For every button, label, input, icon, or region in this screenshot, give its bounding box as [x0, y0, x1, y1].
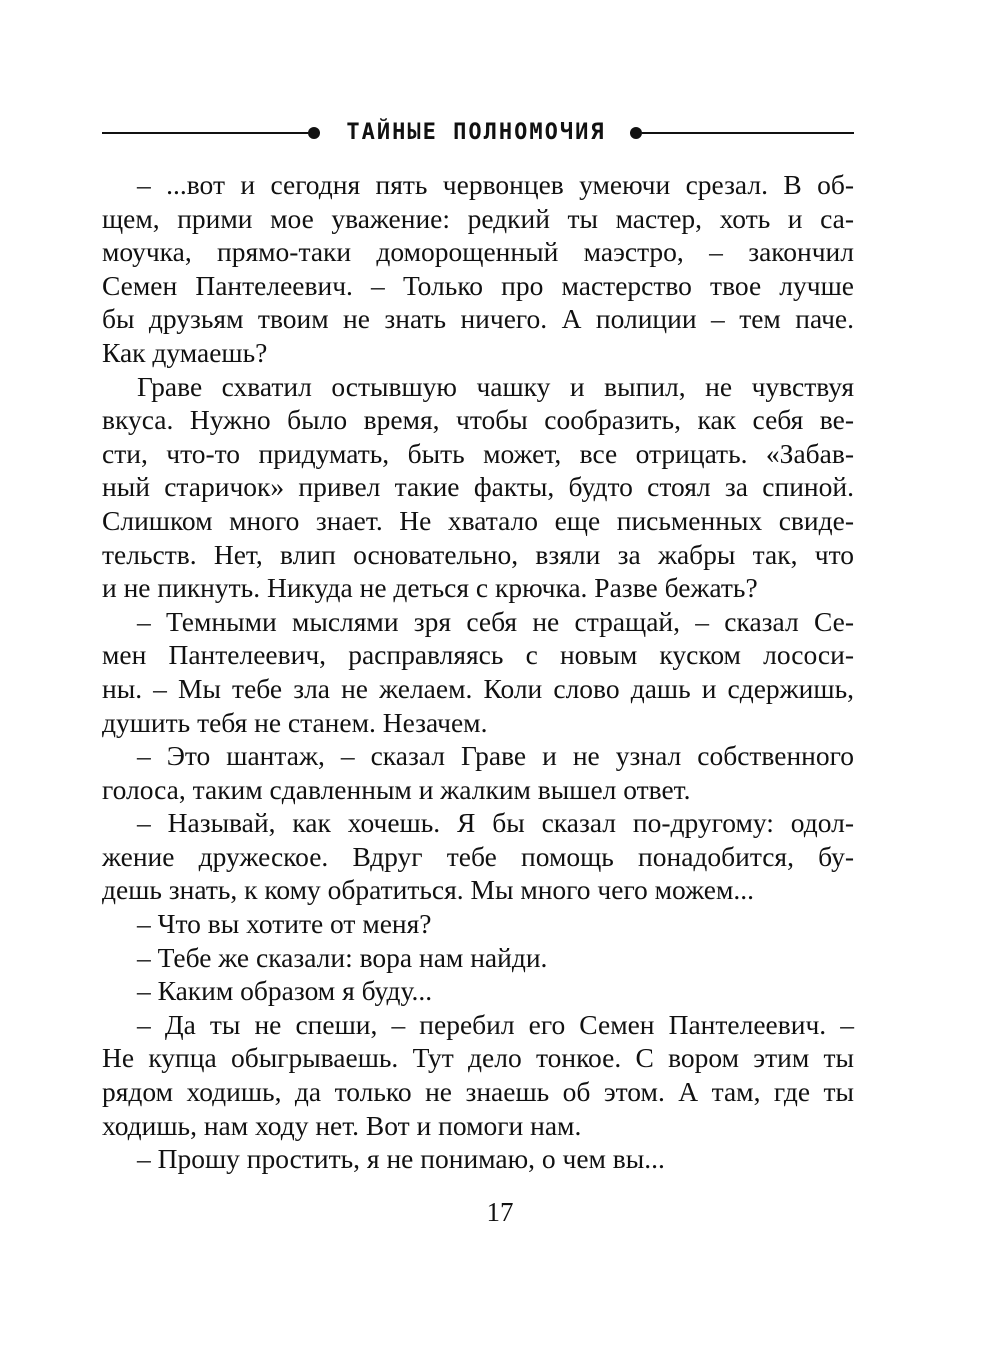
text-line: – Темными мыслями зря себя не стращай, – сказал Се-	[137, 605, 854, 637]
text-line: щем, прими мое уважение: редкий ты мастер, хоть и са-	[102, 202, 854, 234]
text-line: душить тебя не станем. Незачем.	[102, 706, 488, 738]
text-line: – Да ты не спеши, – перебил его Семен Пантелеевич. –	[137, 1008, 854, 1040]
text-line: Семен Пантелеевич. – Только про мастерство твое лучше	[102, 269, 854, 301]
running-header-title: ТАЙНЫЕ ПОЛНОМОЧИЯ	[346, 120, 606, 145]
text-line: и не пикнуть. Никуда не деться с крючка. Разве бежать?	[102, 572, 758, 604]
body-text	[102, 168, 854, 1176]
text-line: – Что вы хотите от меня?	[137, 908, 432, 940]
text-line: ны. – Мы тебе зла не желаем. Коли слово дашь и сдержишь,	[102, 672, 854, 704]
text-line: рядом ходишь, да только не знаешь об этом. А там, где ты	[102, 1076, 854, 1108]
text-line: Не купца обыгрываешь. Тут дело тонкое. С вором этим ты	[102, 1042, 854, 1074]
text-line: – Прошу простить, я не понимаю, о чем вы...	[137, 1143, 665, 1175]
header-dot-left	[308, 127, 320, 139]
text-line: Слишком много знает. Не хватало еще письменных свиде-	[102, 504, 854, 536]
text-line: – Это шантаж, – сказал Граве и не узнал собственного	[137, 740, 854, 772]
text-line: – Называй, как хочешь. Я бы сказал по-другому: одол-	[137, 807, 854, 839]
text-line: – Каким образом я буду...	[137, 975, 433, 1007]
text-line: – ...вот и сегодня пять червонцев умеючи срезал. В об-	[137, 169, 854, 200]
text-line: голоса, таким сдавленным и жалким вышел ответ.	[102, 773, 691, 805]
text-line: – Тебе же сказали: вора нам найди.	[137, 941, 548, 973]
running-header	[102, 118, 854, 148]
header-rule-left	[102, 132, 308, 134]
text-line: Граве схватил остывшую чашку и выпил, не чувствуя	[137, 370, 854, 402]
text-line: ходишь, нам ходу нет. Вот и помоги нам.	[102, 1109, 582, 1141]
header-dot-right	[630, 127, 642, 139]
text-line: дешь знать, к кому обратиться. Мы много чего можем...	[102, 874, 754, 906]
text-line: бы друзьям твоим не знать ничего. А полиции – тем паче.	[102, 303, 854, 335]
page-number: 17	[486, 1197, 514, 1227]
text-line: тельств. Нет, влип основательно, взяли за жабры так, что	[102, 538, 854, 570]
text-line: жение дружеское. Вдруг тебе помощь понадобится, бу-	[102, 840, 854, 872]
text-line: Как думаешь?	[102, 336, 268, 368]
text-line: ный старичок» привел такие факты, будто стоял за спиной.	[102, 471, 854, 503]
text-line: мен Пантелеевич, расправляясь с новым куском лососи-	[102, 639, 854, 671]
text-line: вкуса. Нужно было время, чтобы сообразить, как себя ве-	[102, 404, 854, 436]
header-rule-right	[642, 132, 854, 134]
text-line: моучка, прямо-таки доморощенный маэстро, – закончил	[102, 236, 854, 268]
text-line: сти, что-то придумать, быть может, все отрицать. «Забав-	[102, 437, 854, 469]
